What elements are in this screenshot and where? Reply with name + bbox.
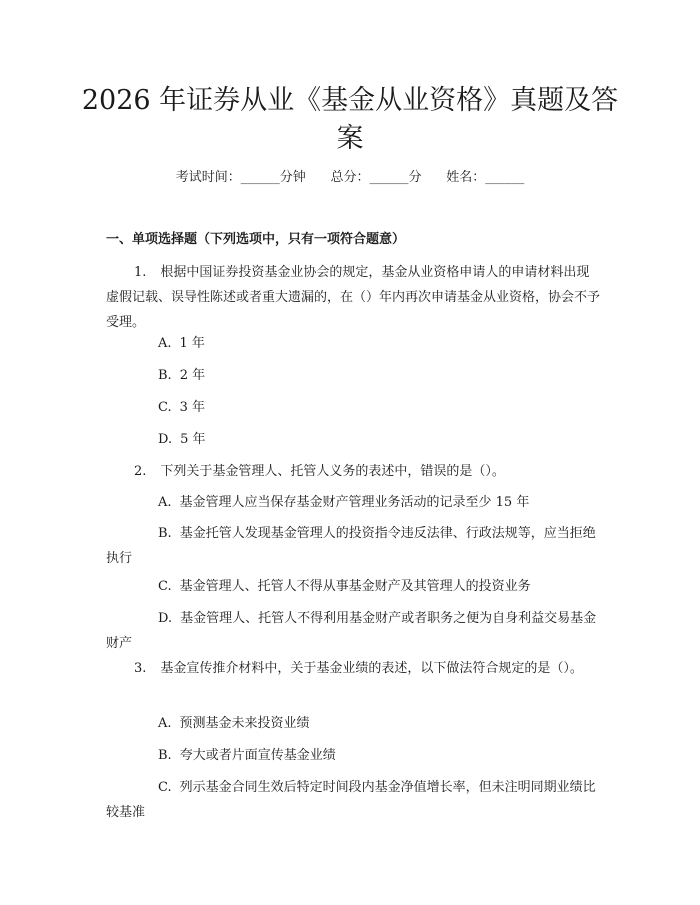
- option-letter: A.: [158, 336, 172, 351]
- question-number: 2.: [134, 464, 147, 479]
- question-3: [106, 656, 602, 681]
- option-text: 夸大或者片面宣传基金业绩: [179, 748, 336, 763]
- option-text: 基金管理人、托管人不得从事基金财产及其管理人的投资业务: [179, 579, 531, 594]
- section-heading: 一、单项选择题（下列选项中，只有一项符合题意）: [106, 232, 406, 247]
- option-letter: D.: [158, 611, 173, 626]
- option-text: 基金管理人、托管人不得利用基金财产或者职务之便为自身利益交易基金财产: [106, 611, 597, 651]
- option-letter: A.: [158, 495, 172, 510]
- option-text: 2 年: [179, 368, 206, 383]
- question-2-option-a: [158, 493, 529, 513]
- option-text: 列示基金合同生效后特定时间段内基金净值增长率，但未注明同期业绩比较基准: [106, 780, 596, 820]
- option-letter: B.: [158, 368, 172, 383]
- option-letter: D.: [158, 432, 173, 447]
- option-text: 5 年: [180, 432, 206, 447]
- exam-info-line: 考试时间：______分钟 总分：______分 姓名：______: [175, 170, 525, 185]
- question-2: [106, 459, 602, 484]
- option-text: 1 年: [179, 336, 205, 351]
- question-text: 根据中国证券投资基金业协会的规定，基金从业资格申请人的申请材料出现虚假记载、误导性陈述或者重大遗漏的，在（）年内再次申请基金从业资格，协会不予受理。: [106, 265, 601, 330]
- question-2-option-d: [106, 606, 602, 656]
- option-text: 基金托管人发现基金管理人的投资指令违反法律、行政法规等，应当拒绝执行: [106, 526, 596, 566]
- option-text: 预测基金未来投资业绩: [179, 716, 310, 731]
- option-text: 基金管理人应当保存基金财产管理业务活动的记录至少 15 年: [179, 495, 530, 510]
- question-3-option-b: [158, 746, 336, 766]
- question-2-option-b: [106, 521, 602, 571]
- option-text: 3 年: [179, 400, 206, 415]
- question-number: 1.: [134, 265, 147, 280]
- option-letter: B.: [158, 748, 172, 763]
- question-2-option-c: [158, 577, 531, 597]
- question-3-option-c: [106, 775, 602, 825]
- question-number: 3.: [134, 661, 147, 676]
- option-letter: A.: [158, 716, 172, 731]
- question-1-option-b: [158, 366, 205, 386]
- question-1-option-c: [158, 398, 205, 418]
- question-text: 基金宣传推介材料中，关于基金业绩的表述，以下做法符合规定的是（）。: [160, 661, 583, 676]
- question-1: [106, 260, 602, 335]
- document-title: 2026 年证券从业《基金从业资格》真题及答案: [81, 85, 619, 154]
- question-1-option-a: [158, 334, 205, 354]
- question-text: 下列关于基金管理人、托管人义务的表述中，错误的是（）。: [160, 464, 505, 479]
- option-letter: C.: [158, 400, 172, 415]
- option-letter: B.: [158, 526, 172, 541]
- option-letter: C.: [158, 780, 172, 795]
- question-1-option-d: [158, 430, 206, 450]
- question-3-option-a: [158, 714, 310, 734]
- option-letter: C.: [158, 579, 172, 594]
